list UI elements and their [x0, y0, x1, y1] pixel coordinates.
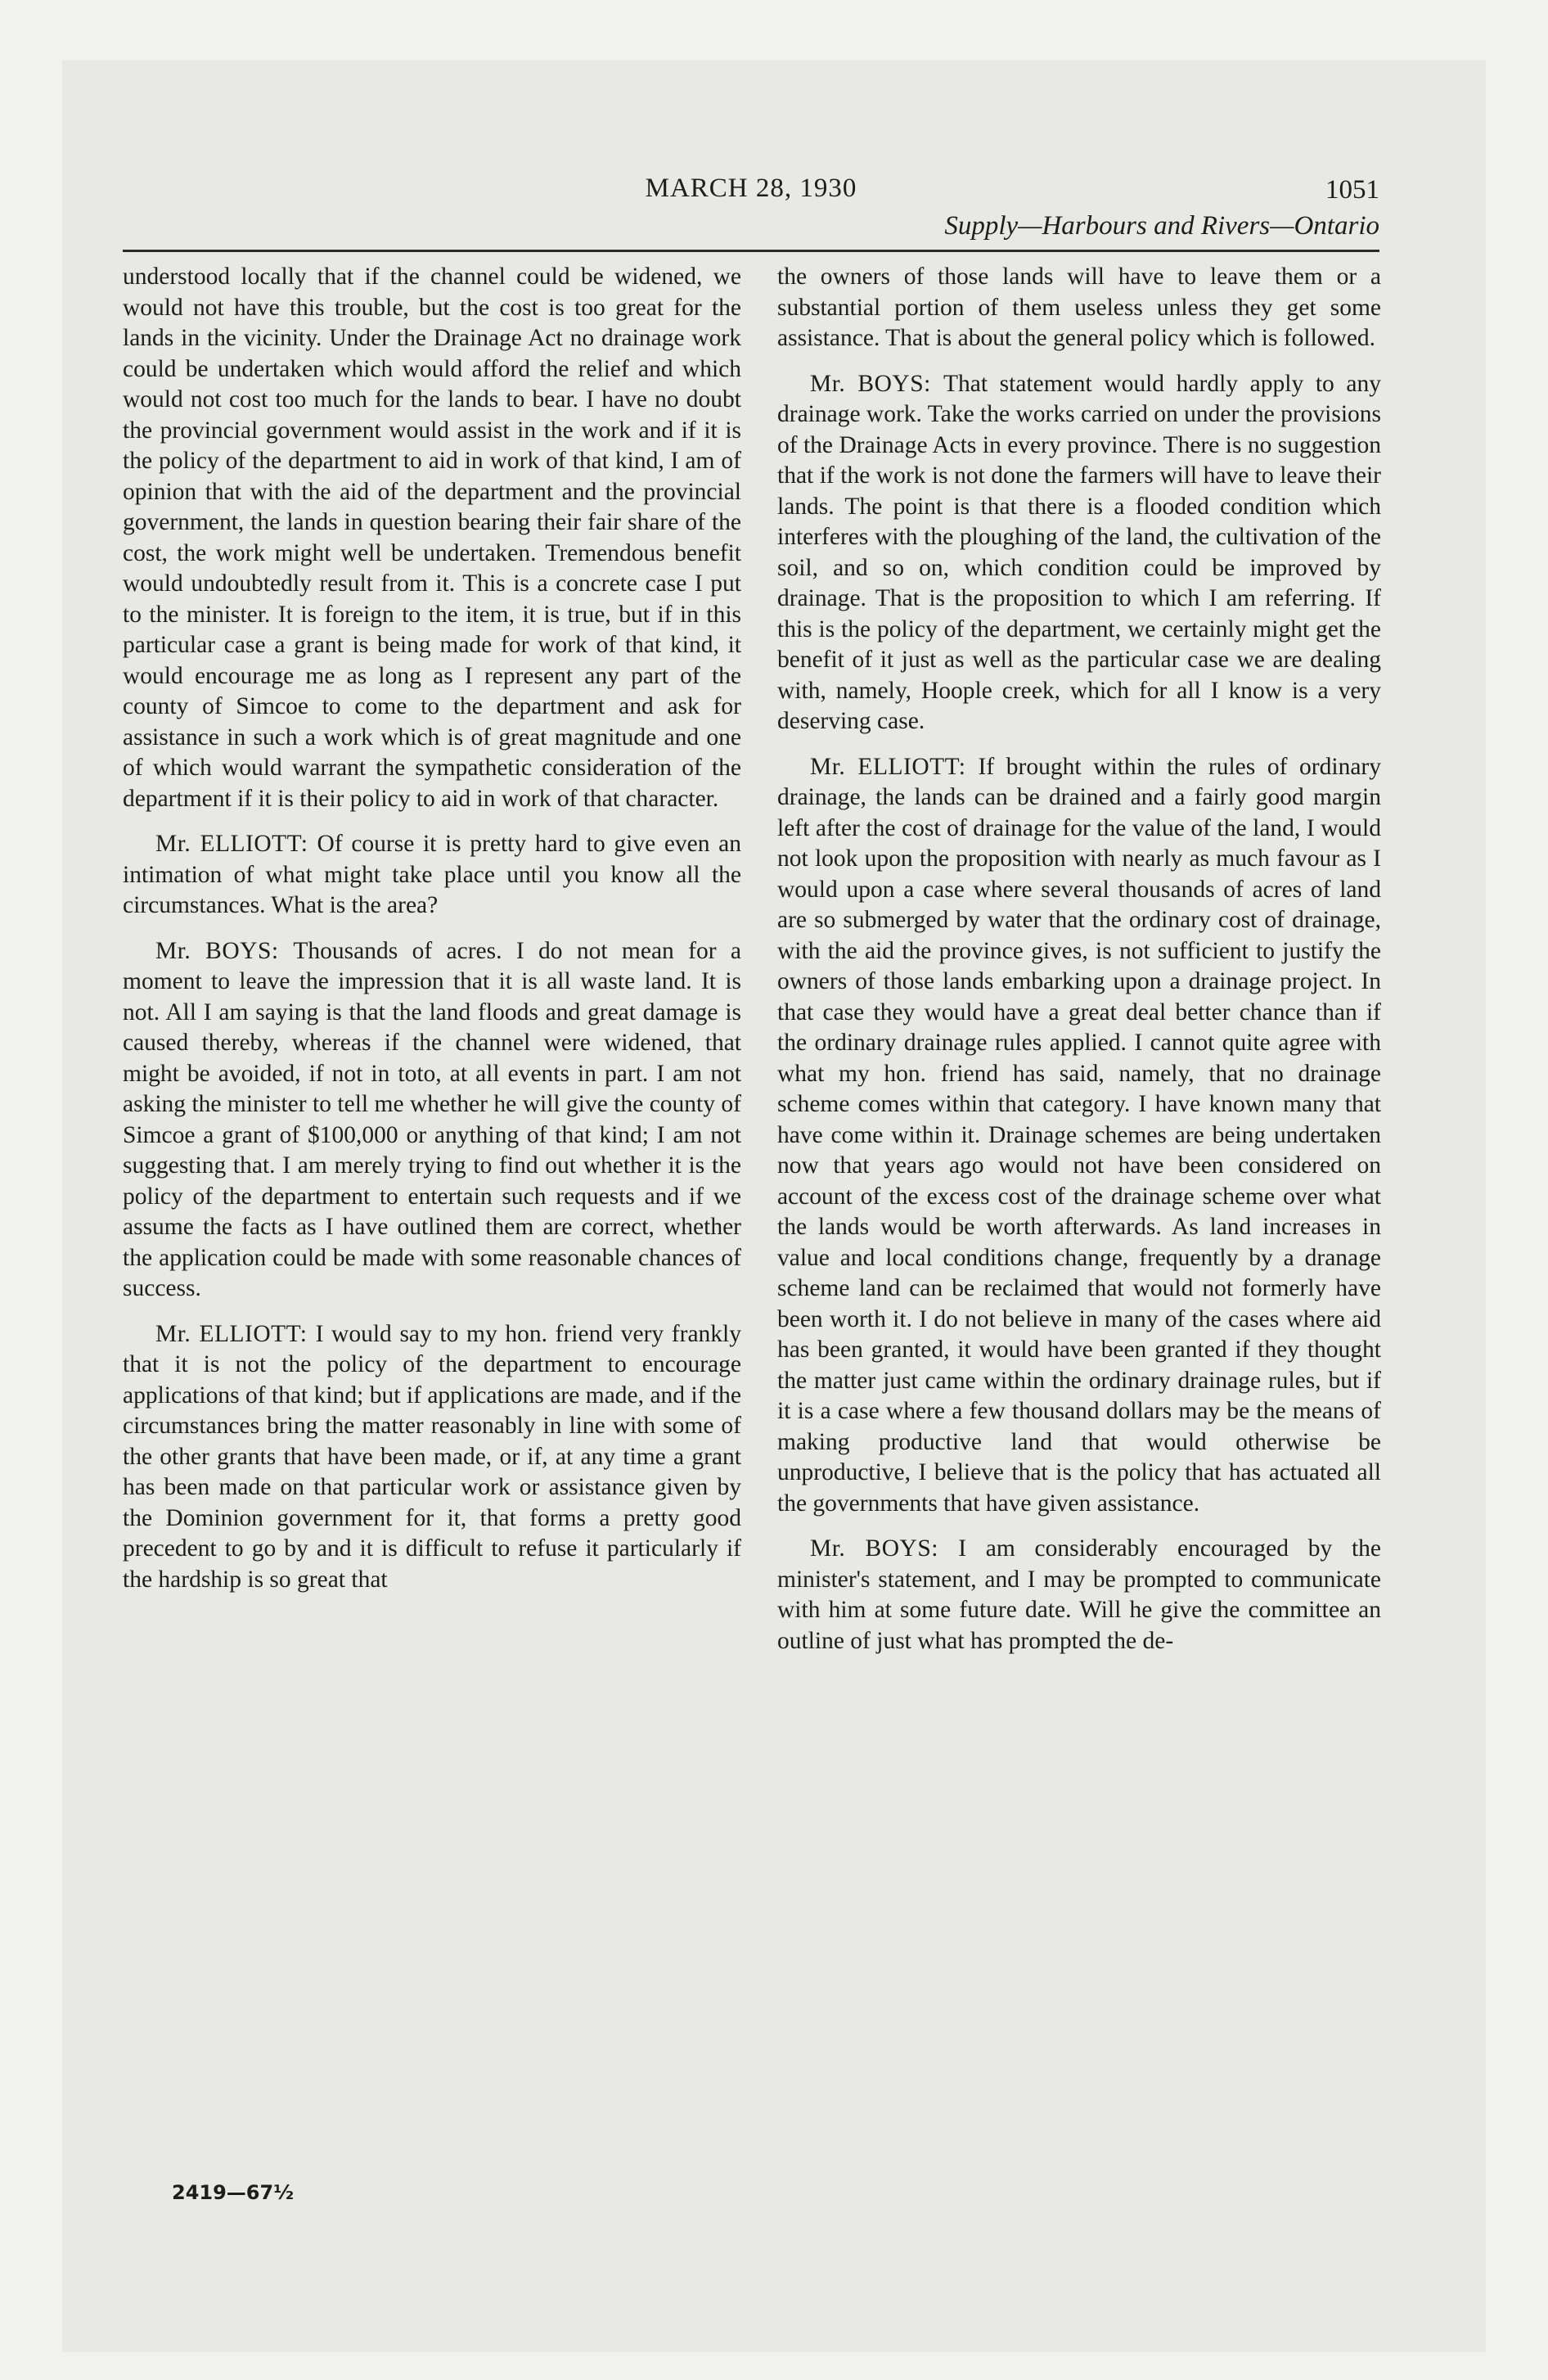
- paragraph-text: Of course it is pretty hard to give even an intimation of what might take place until you know all the circumstances. What is the area?: [123, 831, 741, 918]
- speaker-name: Mr. BOYS:: [810, 1535, 959, 1562]
- paragraph-text: Thousands of acres. I do not mean for a moment to leave the impression that it is all waste land. It is not. All I am saying is that the land floods and great damage is caused thereby, whereas if the channel were widened, that might be avoided, if not in toto, at all events in part. I am not asking the minister to tell me whether he will give the county of Simcoe a grant of $100,000 or anything of that kind; I am not suggesting that. I am merely trying to find out whether it is the policy of the department to entertain such requests and if we assume the facts as I have outlined them are correct, whether the application could be made with some reasonable chances of success.: [123, 937, 741, 1301]
- paragraph-text: understood locally that if the channel could be widened, we would not have this trouble, but the cost is too great for the lands in the vicinity. Under the Drainage Act no drainage work could be undertaken which would afford the relief and which would not cost too much for the lands to bear. I have no doubt the provincial government would assist in the work and if it is the policy of the department to aid in work of that kind, I am of opinion that with the aid of the department and the provincial government, the lands in question bearing their fair share of the cost, the work might well be undertaken. Tremendous benefit would undoubtedly result from it. This is a concrete case I put to the minister. It is foreign to the item, it is true, but if in this particular case a grant is being made for work of that kind, it would encourage me as long as I represent any part of the county of Simcoe to come to the department and ask for assistance in such a work which is of great magnitude and one of which would warrant the sympathetic consideration of the department if it is their policy to aid in work of that character.: [123, 264, 741, 812]
- paragraph-text: That statement would hardly apply to any drainage work. Take the works carried on under the provisions of the Drainage Acts in every province. There is no suggestion that if the work is not done the farmers will have to leave their lands. The point is that there is a flooded condition which interferes with the ploughing of the land, the cultivation of the soil, and so on, which condition could be improved by drainage. That is the proposition to which I am referring. If this is the policy of the department, we certainly might get the benefit of it just as well as the particular case we are dealing with, namely, Hoople creek, which for all I know is a very deserving case.: [777, 370, 1381, 734]
- paragraph: [123, 829, 741, 922]
- paragraph: [777, 262, 1381, 354]
- speaker-name: Mr. BOYS:: [155, 937, 294, 964]
- header-date: MARCH 28, 1930: [645, 174, 857, 203]
- paragraph: [123, 262, 741, 814]
- paragraph: [123, 1319, 741, 1596]
- paragraph-text: the owners of those lands will have to leave them or a substantial portion of them useless unless they get some assistance. That is about the general policy which is followed.: [777, 264, 1381, 351]
- page-number: 1051: [1325, 175, 1379, 205]
- left-column: [123, 262, 741, 1610]
- paragraph: [777, 369, 1381, 737]
- paragraph: [777, 752, 1381, 1520]
- header-subtitle: Supply—Harbours and Rivers—Ontario: [944, 211, 1379, 241]
- speaker-name: Mr. ELLIOTT:: [155, 1320, 316, 1347]
- paragraph-text: I am considerably encouraged by the minister's statement, and I may be prompted to communicate with him at some future date. Will he give the committee an outline of just what has prompted the de-: [777, 1535, 1381, 1654]
- speaker-name: Mr. BOYS:: [810, 370, 943, 397]
- page-header: [123, 164, 1379, 262]
- paragraph: [123, 936, 741, 1305]
- speaker-name: Mr. ELLIOTT:: [155, 831, 317, 857]
- paragraph-text: I would say to my hon. friend very frankly that it is not the policy of the department to encourage applications of that kind; but if applications are made, and if the circumstances bring the matter reasonably in line with some of the other grants that have been made, or if, at any time a grant has been made on that particular work or assistance given by the Dominion government for it, that forms a pretty good precedent to go by and it is difficult to refuse it particularly if the hardship is so great that: [123, 1320, 741, 1593]
- paragraph: [777, 1534, 1381, 1657]
- header-rule: [123, 250, 1379, 252]
- right-column: [777, 262, 1381, 1671]
- signature-mark: 2419—67½: [172, 2181, 295, 2204]
- paragraph-text: If brought within the rules of ordinary drainage, the lands can be drained and a fairly good margin left after the cost of drainage for the value of the land, I would not look upon the proposition with nearly as much favour as I would upon a case where several thousands of acres of land are so submerged by water that the ordinary cost of drainage, with the aid the province gives, is not sufficient to justify the owners of those lands embarking upon a drainage project. In that case they would have a great deal better chance than if the ordinary drainage rules applied. I cannot quite agree with what my hon. friend has said, namely, that no drainage scheme comes within that category. I have known many that have come within it. Drainage schemes are being undertaken now that years ago would not have been considered on account of the excess cost of the drainage scheme over what the lands would be worth afterwards. As land increases in value and local conditions change, frequently by a dranage scheme land can be reclaimed that would not formerly have been worth it. I do not believe in many of the cases where aid has been granted, it would have been granted if they thought the matter just came within the ordinary drainage rules, but if it is a case where a few thousand dollars may be the means of making productive land that would otherwise be unproductive, I believe that is the policy that has actuated all the governments that have given assistance.: [777, 753, 1381, 1517]
- speaker-name: Mr. ELLIOTT:: [810, 753, 979, 780]
